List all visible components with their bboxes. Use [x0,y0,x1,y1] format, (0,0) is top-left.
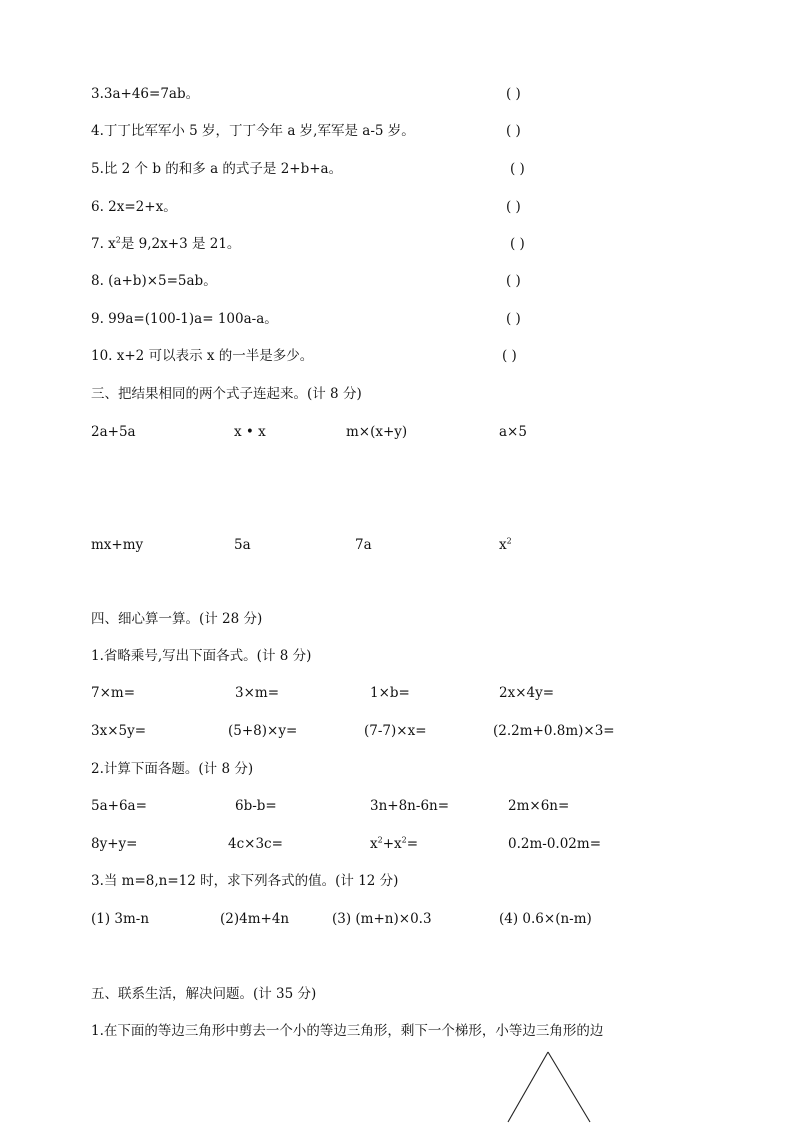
section4-title: 四、细心算一算。(计 28 分) [91,611,263,627]
expr-1-5[interactable]: 3x×5y= [91,723,147,739]
answer-bracket-6[interactable]: ( ) [506,199,521,215]
section4-sub3: 3.当 m=8,n=12 时，求下列各式的值。(计 12 分) [91,873,399,889]
match-bottom-3[interactable]: 7a [355,537,372,553]
judgement-item-9: 9. 99a=(100-1)a= 100a-a。 [91,311,278,327]
answer-bracket-10[interactable]: ( ) [502,348,517,364]
expr-1-7[interactable]: (7-7)×x= [364,723,427,739]
judgement-item-5: 5.比 2 个 b 的和多 a 的式子是 2+b+a。 [91,161,343,177]
expr-2-2[interactable]: 6b-b= [235,798,277,814]
expr-2-6[interactable]: 4c×3c= [228,836,283,852]
section5-title: 五、联系生活，解决问题。(计 35 分) [91,986,317,1002]
match-top-2[interactable]: x • x [234,424,266,440]
match-top-1[interactable]: 2a+5a [91,424,136,440]
section3-title: 三、把结果相同的两个式子连起来。(计 8 分) [91,386,362,402]
answer-bracket-8[interactable]: ( ) [506,273,521,289]
judgement-item-6: 6. 2x=2+x。 [91,199,177,215]
section5-q1: 1.在下面的等边三角形中剪去一个小的等边三角形，剩下一个梯形，小等边三角形的边 [91,1023,604,1039]
match-top-4[interactable]: a×5 [499,424,527,440]
expr-1-8[interactable]: (2.2m+0.8m)×3= [493,723,615,739]
eval-2[interactable]: (2)4m+4n [220,911,290,927]
match-bottom-4[interactable] [499,536,512,554]
expr-2-7[interactable] [370,835,418,853]
match-top-3[interactable]: m×(x+y) [346,424,408,440]
eval-3[interactable]: (3) (m+n)×0.3 [332,911,432,927]
section4-sub1: 1.省略乘号,写出下面各式。(计 8 分) [91,648,312,664]
match-bottom-2[interactable]: 5a [234,537,251,553]
answer-bracket-7[interactable]: ( ) [510,236,525,252]
judgement-item-7-post: 是 9,2x+3 是 21。 [120,236,241,252]
judgement-item-10: 10. x+2 可以表示 x 的一半是多少。 [91,348,314,364]
equilateral-triangle-figure [500,1050,600,1123]
answer-bracket-3[interactable]: ( ) [506,86,521,102]
judgement-item-8: 8. (a+b)×5=5ab。 [91,273,217,289]
expr-1-2[interactable]: 3×m= [235,685,280,701]
expr-2-7-c: +x [382,836,402,852]
triangle-left-edge [508,1052,548,1122]
expr-2-3[interactable]: 3n+8n-6n= [370,798,450,814]
answer-bracket-9[interactable]: ( ) [506,311,521,327]
expr-2-7-d: 2 [401,835,407,845]
judgement-item-7 [91,235,240,253]
section4-sub2: 2.计算下面各题。(计 8 分) [91,761,254,777]
judgement-item-4: 4.丁丁比军军小 5 岁，丁丁今年 a 岁,军军是 a-5 岁。 [91,123,415,139]
expr-1-3[interactable]: 1×b= [370,685,410,701]
expr-2-7-b: 2 [377,835,383,845]
match-bottom-1[interactable]: mx+my [91,537,144,553]
answer-bracket-4[interactable]: ( ) [506,123,521,139]
expr-1-4[interactable]: 2x×4y= [499,685,555,701]
answer-bracket-5[interactable]: ( ) [510,161,525,177]
expr-2-4[interactable]: 2m×6n= [508,798,570,814]
judgement-item-7-sup: 2 [115,235,121,245]
triangle-right-edge [548,1052,590,1122]
judgement-item-7-pre: 7. x [91,236,116,252]
eval-1[interactable]: (1) 3m-n [91,911,150,927]
expr-2-8[interactable]: 0.2m-0.02m= [508,836,602,852]
expr-2-5[interactable]: 8y+y= [91,836,138,852]
expr-1-6[interactable]: (5+8)×y= [228,723,298,739]
expr-2-7-e: = [406,836,419,852]
match-bottom-4-base: x [499,537,507,553]
expr-2-1[interactable]: 5a+6a= [91,798,147,814]
expr-2-7-a: x [370,836,378,852]
match-bottom-4-exp: 2 [506,536,512,546]
judgement-item-3: 3.3a+46=7ab。 [91,86,200,102]
expr-1-1[interactable]: 7×m= [91,685,136,701]
eval-4[interactable]: (4) 0.6×(n-m) [499,911,592,927]
